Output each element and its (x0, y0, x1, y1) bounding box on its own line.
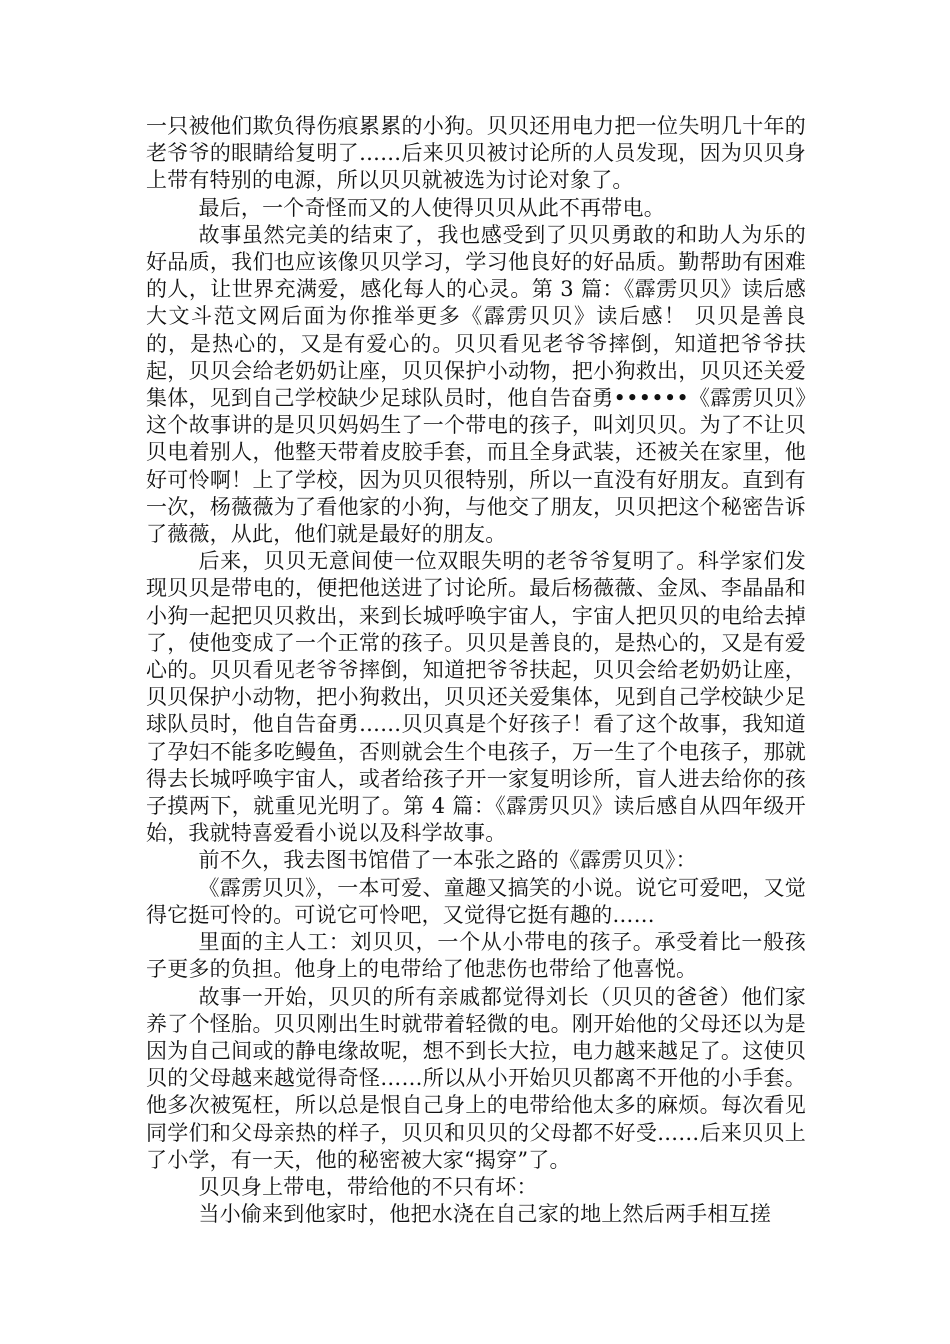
paragraph-10: 当小偷来到他家时，他把水浇在自己家的地上然后两手相互搓 (198, 1202, 771, 1227)
paragraph-5: 前不久，我去图书馆借了一本张之路的《霹雳贝贝》： (198, 848, 697, 873)
paragraph-3: 故事虽然完美的结束了，我也感受到了贝贝勇敢的和助人为乐的好品质，我们也应该像贝贝学习，学习他良好的好品质。勤帮助有困难的人，让世界充满爱，感化每人的心灵。第 3 篇：《霹雳贝贝》读后感大文斗范文网后面为你推举更多《霹雳贝贝》读后感！ 贝贝是善良的，是热心的，又是有爱心的。贝贝看见老爷爷摔倒，知道把爷爷扶起，贝贝会给老奶奶让座，贝贝保护小动物，把小狗救出，贝贝还关爱集体，见到自己学校缺少足球队员时，他自告奋勇••••••《霹雳贝贝》这个故事讲的是贝贝妈妈生了一个带电的孩子，叫刘贝贝。为了不让贝贝电着别人，他整天带着皮胶手套，而且全身武装，还被关在家里，他好可怜啊！上了学校，因为贝贝很特别，所以一直没有好朋友。直到有一次，杨薇薇为了看他家的小狗，与他交了朋友，贝贝把这个秘密告诉了薇薇，从此，他们就是最好的朋友。 (146, 222, 806, 547)
paragraph-8: 故事一开始，贝贝的所有亲戚都觉得刘长（贝贝的爸爸）他们家养了个怪胎。贝贝刚出生时就带着轻微的电。刚开始他的父母还以为是因为自己间或的静电缘故呢，想不到长大拉，电力越来越足了。这使贝贝的父母越来越觉得奇怪……所以从小开始贝贝都离不开他的小手套。他多次被冤枉，所以总是恨自己身上的电带给他太多的麻烦。每次看见同学们和父母亲热的样子，贝贝和贝贝的父母都不好受……后来贝贝上了小学，有一天，他的秘密被大家“揭穿”了。 (146, 984, 806, 1172)
paragraph-1: 一只被他们欺负得伤痕累累的小狗。贝贝还用电力把一位失明几十年的老爷爷的眼睛给复明了……后来贝贝被讨论所的人员发现，因为贝贝身上带有特别的电源，所以贝贝就被选为讨论对象了。 (146, 114, 806, 193)
paragraph-7: 里面的主人工：刘贝贝，一个从小带电的孩子。承受着比一般孩子更多的负担。他身上的电带给了他悲伤也带给了他喜悦。 (146, 930, 806, 982)
paragraph-6: 《霹雳贝贝》，一本可爱、童趣又搞笑的小说。说它可爱吧，又觉得它挺可怜的。可说它可怜吧，又觉得它挺有趣的…… (146, 875, 806, 927)
document-body (146, 113, 806, 1228)
paragraph-4: 后来，贝贝无意间使一位双眼失明的老爷爷复明了。科学家们发现贝贝是带电的，便把他送进了讨论所。最后杨薇薇、金凤、李晶晶和小狗一起把贝贝救出，来到长城呼唤宇宙人，宇宙人把贝贝的电给去掉了，使他变成了一个正常的孩子。贝贝是善良的，是热心的，又是有爱心的。贝贝看见老爷爷摔倒，知道把爷爷扶起，贝贝会给老奶奶让座，贝贝保护小动物，把小狗救出，贝贝还关爱集体，见到自己学校缺少足球队员时，他自告奋勇……贝贝真是个好孩子！看了这个故事，我知道了孕妇不能多吃鳗鱼，否则就会生个电孩子，万一生了个电孩子，那就得去长城呼唤宇宙人，或者给孩子开一家复明诊所，盲人进去给你的孩子摸两下，就重见光明了。第 4 篇：《霹雳贝贝》读后感自从四年级开始，我就特喜爱看小说以及科学故事。 (146, 549, 806, 846)
paragraph-9: 贝贝身上带电，带给他的不只有坏： (198, 1174, 538, 1199)
paragraph-2: 最后，一个奇怪而又的人使得贝贝从此不再带电。 (198, 195, 665, 220)
